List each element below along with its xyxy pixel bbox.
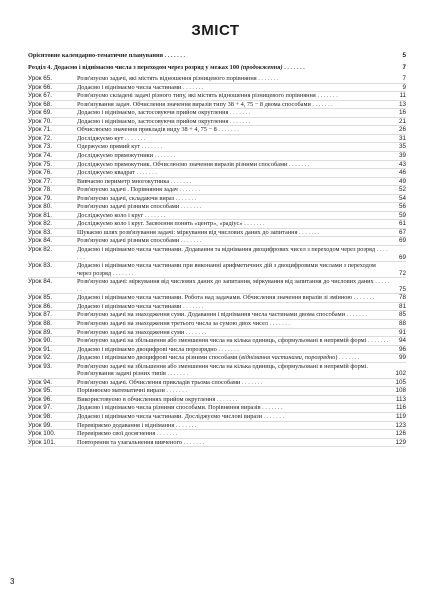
dot-leader: . . . . . . . xyxy=(218,126,239,134)
lesson-label: Урок 89. xyxy=(28,328,52,336)
lesson-label: Урок 65. xyxy=(28,75,52,83)
page-ref[interactable]: 72 xyxy=(398,269,406,277)
page-ref[interactable]: 69 xyxy=(398,237,406,245)
page-title: ЗМІСТ xyxy=(191,22,240,39)
page-ref[interactable]: 52 xyxy=(398,186,406,194)
lesson-label: Урок 82. xyxy=(28,220,52,228)
entry-title xyxy=(77,178,406,186)
toc-entry xyxy=(28,387,406,396)
entry-title-part: Розв'язуємо задачі різними способами xyxy=(77,237,180,245)
lesson-label: Урок 78. xyxy=(28,186,52,194)
lesson-label: Урок 98. xyxy=(28,412,52,420)
entry-title xyxy=(77,109,406,117)
entry-title-part: Розв'язуємо складені задачі різного типу, які містять відношення різницевого порівняння xyxy=(77,92,316,100)
lesson-label: Урок 90. xyxy=(28,337,52,345)
page-ref[interactable]: 7 xyxy=(402,75,406,83)
entry-title xyxy=(77,262,406,277)
page-ref[interactable]: 11 xyxy=(399,92,406,100)
toc-entry xyxy=(28,262,406,278)
entry-title-part: Розв'язуємо задачі на збільшення або зменшення числа на кілька одиниць, сформульовані в непрямій формі xyxy=(77,337,367,345)
dot-leader: . . . . . . . xyxy=(262,404,283,412)
toc-entry xyxy=(28,101,406,110)
entry-title xyxy=(77,363,406,378)
lesson-label: Урок 84. xyxy=(28,237,52,245)
dot-leader: . . . . . . . xyxy=(136,169,157,177)
entry-title-part: Додаємо і віднімаємо двоцифрові числа різними способами ( xyxy=(77,354,242,362)
dot-leader: . . . . . . . xyxy=(180,203,202,211)
dot-leader: . . . . . . . xyxy=(288,160,310,168)
lesson-label: Урок 85. xyxy=(28,294,52,302)
lesson-label: Урок 83. xyxy=(28,262,52,270)
page-ref[interactable]: 39 xyxy=(398,152,406,160)
lesson-label: Урок 69. xyxy=(28,109,52,117)
toc-entry xyxy=(28,126,406,135)
page-ref[interactable]: 31 xyxy=(398,134,406,142)
page-number: 3 xyxy=(10,577,15,586)
lesson-label: Урок 70. xyxy=(28,117,52,125)
toc-entry xyxy=(28,246,406,262)
toc-entry xyxy=(28,109,406,118)
entry-title-part: віднімання частинами, порозрядно xyxy=(241,354,336,362)
lesson-label: Урок 92. xyxy=(28,354,52,362)
page-ref[interactable]: 88 xyxy=(398,319,406,327)
page-ref[interactable]: 9 xyxy=(402,83,406,91)
page-ref[interactable]: 56 xyxy=(398,203,406,211)
toc-entry xyxy=(28,118,406,127)
entry-title-part: Розв'язуємо задачі різними способами xyxy=(77,203,180,211)
entry-title-part: Розв'язуємо задачі на знаходження третього числа за сумою двох чисел xyxy=(77,319,268,327)
entry-title-part: Додаємо і віднімаємо двоцифрові числа порозрядно xyxy=(77,345,217,353)
entry-title-part: Обчислюємо значення прикладів виду 38 + 4, 75 − 8 xyxy=(77,126,217,134)
lesson-label: Урок 68. xyxy=(28,100,52,108)
entry-title xyxy=(77,396,406,404)
entry-title xyxy=(77,101,406,109)
page-ref[interactable]: 21 xyxy=(398,117,406,125)
page-ref[interactable]: 49 xyxy=(398,177,406,185)
lesson-label: Урок 72. xyxy=(28,134,52,142)
dot-leader: . . . . . . . xyxy=(179,186,200,194)
entry-title-part: Додаємо і віднімаємо, застосовуючи прийом округлення xyxy=(77,109,229,117)
page-ref[interactable]: 105 xyxy=(395,378,406,386)
page-ref[interactable]: 13 xyxy=(398,100,406,108)
page-ref[interactable]: 99 xyxy=(398,354,406,362)
entry-title-part: Додаємо і віднімаємо числа частинами. Додавання та віднімання двоцифрових чисел з переходом через розряд xyxy=(77,246,376,254)
lesson-label: Урок 93. xyxy=(28,362,52,370)
table-of-contents xyxy=(28,52,406,447)
page-ref[interactable]: 96 xyxy=(398,345,406,353)
lesson-label: Урок 95. xyxy=(28,387,52,395)
entry-title-part: Досліджуємо кут xyxy=(77,134,124,142)
entry-title-part: Додаємо і віднімаємо числа частинами. Робота над задачами. Обчислення значення виразів зі змінною xyxy=(77,294,353,302)
entry-title-part: Розв'язуємо задачі . Порівняння задач xyxy=(77,186,178,194)
entry-title xyxy=(77,229,406,237)
entry-title-part: Перевіряємо додавання і віднімання xyxy=(77,421,175,429)
toc-entry xyxy=(28,311,406,320)
lesson-label: Урок 100. xyxy=(28,430,56,438)
page-ref[interactable]: 54 xyxy=(398,194,406,202)
toc-entry xyxy=(28,303,406,312)
page-ref[interactable]: 16 xyxy=(398,109,406,117)
entry-title-part: Досліджуємо прямокутники xyxy=(77,152,153,160)
toc-entry xyxy=(28,329,406,338)
dot-leader: . . . . . . . xyxy=(112,269,134,277)
toc-entry xyxy=(28,161,406,170)
entry-title xyxy=(77,186,406,194)
page-ref[interactable]: 7 xyxy=(402,63,406,71)
dot-leader: . . . . . . . xyxy=(218,345,239,353)
dot-leader: . . . . . . . xyxy=(166,387,187,395)
dot-leader: . . . . . . . xyxy=(183,83,204,91)
page-ref[interactable]: 61 xyxy=(398,220,406,228)
lesson-label: Урок 96. xyxy=(28,395,52,403)
toc-entry xyxy=(28,52,406,60)
lesson-label: Урок 84. xyxy=(28,278,52,286)
entry-title xyxy=(77,404,406,412)
entry-title xyxy=(77,169,406,177)
entry-title-part: Досліджуємо прямокутник. Обчислюємо значення виразів різними способами xyxy=(77,160,288,168)
page-ref[interactable]: 5 xyxy=(402,52,406,59)
page-ref[interactable]: 113 xyxy=(395,395,406,403)
toc-entry xyxy=(28,75,406,84)
page-ref[interactable]: 129 xyxy=(395,438,406,446)
page-ref[interactable]: 69 xyxy=(398,253,406,261)
lesson-label: Урок 66. xyxy=(28,83,52,91)
entry-title xyxy=(77,135,406,143)
page-ref[interactable]: 81 xyxy=(398,302,406,310)
dot-leader: . . . . . . . xyxy=(175,194,197,202)
entry-title-part: Додаємо і віднімаємо, застосовуючи прийом округлення xyxy=(77,117,229,125)
entry-title-part: Розв'язуємо задачі. Обчислення прикладів трьома способами xyxy=(77,378,241,386)
lesson-label: Урок 81. xyxy=(28,211,52,219)
page-ref[interactable]: 26 xyxy=(398,126,406,134)
entry-title xyxy=(77,413,406,421)
entry-title xyxy=(77,337,406,345)
toc-entry xyxy=(28,152,406,161)
entry-title-part: Повторення та узагальнення вивченого xyxy=(77,438,183,446)
entry-title-part: Досліджуємо коло і круг. Засвоєння понять «центр», «радіус» xyxy=(77,220,243,228)
entry-title-part: Розв'язуємо задачі: міркування від числових даних до запитання, міркування від запитання до числових даних xyxy=(77,278,374,286)
entry-title-part: Одержуємо прямий кут xyxy=(77,143,141,151)
lesson-label: Урок 94. xyxy=(28,378,52,386)
page-ref[interactable]: 126 xyxy=(395,430,406,438)
page-ref[interactable]: 35 xyxy=(398,143,406,151)
toc-entry xyxy=(28,278,406,294)
entry-title xyxy=(77,75,406,83)
lesson-label: Урок 74. xyxy=(28,152,52,160)
entry-title xyxy=(77,220,406,228)
entry-title-part: Вивчаємо периметр многокутника xyxy=(77,177,170,185)
entry-title-part: Додаємо і віднімаємо числа частинами при виконанні арифметичних дій з двоцифровими числами з переходом через розряд xyxy=(77,262,376,277)
dot-leader: . . . . . . . xyxy=(77,246,388,261)
lesson-label: Урок 97. xyxy=(28,404,52,412)
entry-title xyxy=(77,195,406,203)
toc-entry xyxy=(28,178,406,187)
lesson-label: Урок 76. xyxy=(28,169,52,177)
toc-entry xyxy=(28,212,406,221)
entry-title xyxy=(77,237,406,245)
entry-title xyxy=(77,303,406,311)
toc-entry xyxy=(28,396,406,405)
dot-leader: . . . . . . . xyxy=(183,302,204,310)
lesson-label: Урок 71. xyxy=(28,126,52,134)
dot-leader: . . . . . . . xyxy=(229,109,251,117)
entry-title-part: Додаємо і віднімаємо числа частинами xyxy=(77,302,182,310)
toc-entry xyxy=(28,143,406,152)
dot-leader: . . . . . . . xyxy=(154,152,176,160)
dot-leader: . . . . . . . xyxy=(241,378,263,386)
entry-title xyxy=(28,52,406,60)
entry-title-part: Розв'язуємо задачі на знаходження суми. Додавання і віднімання числа частинами двома способами xyxy=(77,311,345,319)
page-ref[interactable]: 94 xyxy=(398,337,406,345)
dot-leader: . . . . . . . xyxy=(284,63,305,71)
page-ref[interactable]: 119 xyxy=(395,412,406,420)
entry-title xyxy=(28,64,406,72)
toc-entry xyxy=(28,84,406,93)
entry-title-part: Додаємо і віднімаємо числа частинами. Досліджуємо числові вирази xyxy=(77,412,263,420)
dot-leader: . . . . . . . xyxy=(353,294,375,302)
entry-title-part: Досліджуємо коло і круг xyxy=(77,211,144,219)
dot-leader: . . . . . . . xyxy=(185,328,207,336)
toc-entry xyxy=(28,229,406,238)
page-ref[interactable]: 123 xyxy=(395,421,406,429)
lesson-label: Урок 88. xyxy=(28,319,52,327)
lesson-label: Урок 77. xyxy=(28,177,52,185)
entry-title xyxy=(77,92,406,100)
entry-title-part: Розв'язуємо задачі на знаходження суми xyxy=(77,328,185,336)
page-ref[interactable]: 102 xyxy=(395,370,406,378)
toc-entry xyxy=(28,195,406,204)
page-ref[interactable]: 116 xyxy=(395,404,406,412)
toc-entry xyxy=(28,337,406,346)
entry-title xyxy=(77,143,406,151)
toc-entry xyxy=(28,430,406,439)
dot-leader: . . . . . . . xyxy=(164,52,186,59)
lesson-label: Урок 99. xyxy=(28,421,52,429)
dot-leader: . . . . . . . xyxy=(156,430,178,438)
dot-leader: . . . . . . . xyxy=(144,211,166,219)
entry-title xyxy=(77,278,406,293)
entry-title-part: Розв'язуємо задачі, складаючи вираз xyxy=(77,194,175,202)
toc-entry xyxy=(28,422,406,431)
lesson-label: Урок 101. xyxy=(28,438,56,446)
page-ref[interactable]: 43 xyxy=(398,160,406,168)
page-ref[interactable]: 91 xyxy=(398,328,406,336)
toc-entry xyxy=(28,294,406,303)
lesson-label: Урок 80. xyxy=(28,203,52,211)
entry-title xyxy=(77,152,406,160)
dot-leader: . . . . . . . xyxy=(216,395,238,403)
entry-title xyxy=(77,329,406,337)
toc-entry xyxy=(28,320,406,329)
dot-leader: . . . . . . . xyxy=(141,143,163,151)
toc-entry xyxy=(28,413,406,422)
dot-leader: . . . . . . . xyxy=(263,412,285,420)
entry-title xyxy=(77,346,406,354)
page-ref[interactable]: 46 xyxy=(398,169,406,177)
entry-title-part: Розділ 4. Додаємо і віднімаємо числа з переходом через розряд у межах 100 xyxy=(28,63,241,71)
entry-title xyxy=(77,422,406,430)
dot-leader: . . . . . . . xyxy=(77,278,390,293)
lesson-label: Урок 91. xyxy=(28,345,52,353)
toc-entry xyxy=(28,354,406,363)
entry-title xyxy=(77,294,406,302)
entry-title xyxy=(77,387,406,395)
toc-entry xyxy=(28,220,406,229)
dot-leader: . . . . . . . xyxy=(346,311,368,319)
entry-title-part: Додаємо і віднімаємо числа частинами xyxy=(77,83,182,91)
entry-title-part: Додаємо і віднімаємо числа різними способами. Порівняння виразів xyxy=(77,404,261,412)
lesson-label: Урок 73. xyxy=(28,143,52,151)
lesson-label: Урок 75. xyxy=(28,160,52,168)
entry-title xyxy=(77,379,406,387)
lesson-label: Урок 67. xyxy=(28,92,52,100)
entry-title-part: Шукаємо шлях розв'язування задачі: міркування від числових даних до запитання xyxy=(77,228,298,236)
lesson-label: Урок 82. xyxy=(28,246,52,254)
toc-entry xyxy=(28,346,406,355)
toc-entry xyxy=(28,203,406,212)
entry-title-part: Розв'язуємо задачі, які містять відношення різницевого порівняння xyxy=(77,75,257,83)
entry-title xyxy=(77,246,406,261)
toc-entry xyxy=(28,135,406,144)
toc-entry xyxy=(28,237,406,246)
lesson-label: Урок 79. xyxy=(28,194,52,202)
dot-leader: . . . . . . . xyxy=(124,134,146,142)
toc-entry xyxy=(28,92,406,101)
lesson-label: Урок 87. xyxy=(28,311,52,319)
entry-title-part: Розв'язуємо задачі на збільшення або зменшення числа на кілька одиниць, сформульовані в непрямій формі. Розв'язування задачі різних типів xyxy=(77,362,368,378)
toc-entry xyxy=(28,439,406,448)
entry-title xyxy=(77,118,406,126)
entry-title-part: Перевіряємо свої досягнення xyxy=(77,430,156,438)
entry-title xyxy=(77,430,406,438)
entry-title xyxy=(77,439,406,447)
dot-leader: . . . . . . . xyxy=(229,117,251,125)
entry-title xyxy=(77,203,406,211)
entry-title-part: (продовження) xyxy=(240,63,283,71)
toc-entry xyxy=(28,363,406,379)
page-ref[interactable]: 108 xyxy=(395,387,406,395)
dot-leader: . . . . . . . xyxy=(170,177,192,185)
page-ref[interactable]: 59 xyxy=(398,211,406,219)
entry-title-part: Орієнтовне календарно-тематичне планування xyxy=(28,52,163,59)
page-ref[interactable]: 85 xyxy=(398,311,406,319)
dot-leader: . . . . . . . xyxy=(175,421,197,429)
toc-entry xyxy=(28,169,406,178)
dot-leader: . . . . . . . xyxy=(339,354,360,362)
toc-entry xyxy=(28,404,406,413)
dot-leader: . . . . . . . xyxy=(258,75,279,83)
dot-leader: . . . . . . . xyxy=(298,228,320,236)
page-ref[interactable]: 78 xyxy=(398,294,406,302)
dot-leader: . . . . . . . xyxy=(167,370,189,378)
dot-leader: . . . . . . . xyxy=(269,319,290,327)
dot-leader: . . . . . . . xyxy=(367,337,389,345)
entry-title xyxy=(77,320,406,328)
dot-leader: . . . . . . . xyxy=(317,92,338,100)
dot-leader: . . . . . . . xyxy=(312,100,333,108)
toc-entry xyxy=(28,379,406,388)
entry-title-part: ) xyxy=(335,354,338,362)
page-ref[interactable]: 67 xyxy=(398,228,406,236)
entry-title-part: Розв'язування задач. Обчислення значення виразів типу 38 + 4, 75 − 8 двома способами xyxy=(77,100,311,108)
lesson-label: Урок 83. xyxy=(28,228,52,236)
entry-title xyxy=(77,161,406,169)
entry-title xyxy=(77,354,406,362)
dot-leader: . . . . . . . xyxy=(180,237,202,245)
toc-entry xyxy=(28,186,406,195)
lesson-label: Урок 86. xyxy=(28,302,52,310)
entry-title-part: Досліджуємо квадрат xyxy=(77,169,135,177)
entry-title xyxy=(77,311,406,319)
entry-title xyxy=(77,126,406,134)
dot-leader: . . . . . . . xyxy=(244,220,265,228)
entry-title xyxy=(77,212,406,220)
entry-title-part: Використовуємо в обчисленнях прийом округлення xyxy=(77,395,216,403)
toc-entry xyxy=(28,64,406,72)
entry-title-part: Порівнюємо математичні вирази xyxy=(77,387,165,395)
entry-title xyxy=(77,84,406,92)
page-ref[interactable]: 75 xyxy=(398,285,406,293)
dot-leader: . . . . . . . xyxy=(183,438,205,446)
